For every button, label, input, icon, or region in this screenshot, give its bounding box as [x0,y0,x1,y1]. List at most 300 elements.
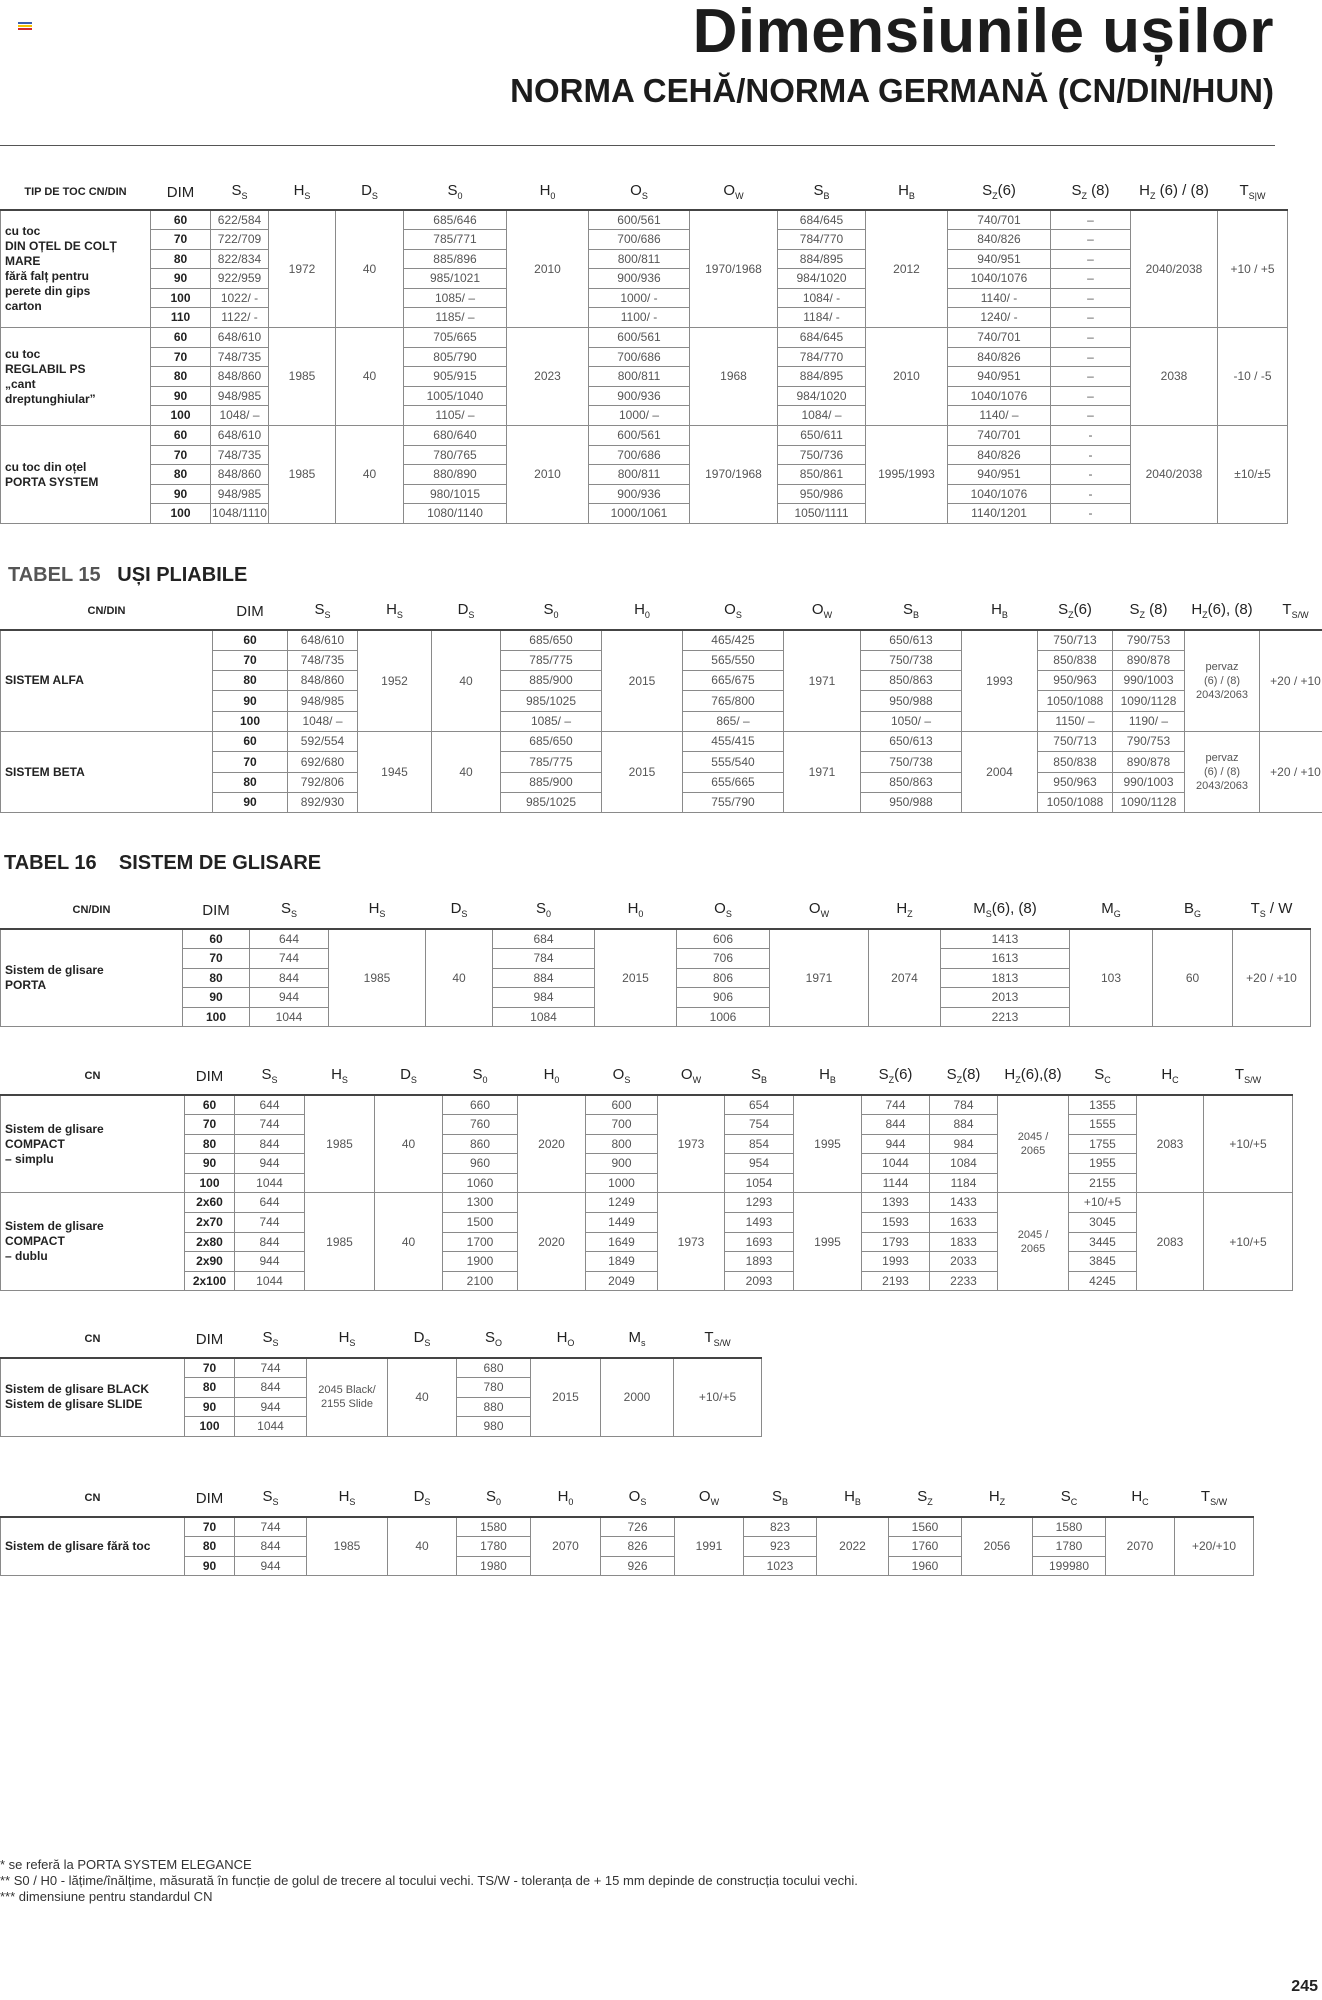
table-cell: 950/988 [861,792,962,812]
column-header: $S_B$ [902,601,920,621]
column-header: $S_Z$ [917,1488,933,1508]
table-cell: 2213 [941,1007,1070,1027]
column-header: $H_0$ [557,1488,574,1508]
table-cell: 765/800 [683,691,784,711]
table-cell: 844 [235,1232,305,1252]
table-cell: 100 [151,504,211,524]
column-header: $T_{S|W}$ [1239,182,1266,202]
table-cell: 1090/1128 [1113,691,1185,711]
table-cell: 60 [213,731,288,751]
table-cell: 644 [250,929,329,949]
table-cell: 685/646 [404,210,507,230]
table-cell: 2022 [817,1517,889,1576]
table-row [1,1358,762,1378]
table-cell: 900/936 [589,484,690,504]
column-header: $O_W$ [680,1066,702,1086]
column-header: $S_B$ [750,1066,768,1086]
table-cell: 1150/ – [1038,711,1113,731]
table-cell: 990/1003 [1113,671,1185,691]
table-cell: 103 [1070,929,1153,1027]
column-header: DIM [166,183,195,201]
table-row [1,1173,1293,1193]
column-header: $S_0$ [485,1488,502,1508]
table-cell: +20 / +10 [1233,929,1311,1027]
table-cell: 950/963 [1038,772,1113,792]
table-cell: 2015 [602,630,683,731]
table-cell: 840/826 [948,230,1051,250]
table-cell: 990/1003 [1113,772,1185,792]
table-cell: 2020 [518,1095,586,1193]
table-cell: 100 [183,1007,250,1027]
table-cell: – [1051,367,1131,387]
column-header: $H_Z(6)$, (8) [1191,601,1253,621]
table-cell: 2083 [1137,1095,1204,1193]
table-cell: 1122/ - [211,308,269,328]
table-cell: 1555 [1069,1115,1137,1135]
flag-icon [18,22,32,30]
table-cell: 984 [930,1134,998,1154]
column-header: $H_C$ [1131,1488,1149,1508]
table-cell: 648/610 [288,630,358,650]
table-cell: – [1051,249,1131,269]
table-cell: 60 [213,630,288,650]
table-cell: +10 / +5 [1218,210,1288,328]
table-cell: 922/959 [211,269,269,289]
table-cell: 944 [235,1252,305,1272]
table-cell: – [1051,386,1131,406]
table-cell: 900 [586,1154,658,1174]
table-row [1,504,1288,524]
table-cell: 850/863 [861,671,962,691]
column-header: DIM [195,1489,224,1507]
table-cell: 70 [185,1358,235,1378]
column-header: $D_S$ [413,1488,431,1508]
table-cell: 1044 [862,1154,930,1174]
table-cell: 854 [725,1134,794,1154]
table-cell: 4245 [1069,1271,1137,1291]
table-cell: 684/645 [778,328,866,348]
table-cell: 940/951 [948,249,1051,269]
table-cell: 840/826 [948,347,1051,367]
table-cell: 740/701 [948,426,1051,446]
table-cell: 800/811 [589,249,690,269]
column-header: $H_B$ [844,1488,861,1508]
table-cell: 1006 [677,1007,770,1027]
table-cell: 1084/ – [778,406,866,426]
table-cell: 70 [151,445,211,465]
table-cell: 1952 [358,630,432,731]
table-cell: 984 [493,988,595,1008]
table-cell: 906 [677,988,770,1008]
table-cell: 844 [235,1378,307,1398]
column-header: $O_W$ [808,900,830,920]
table-cell: 2015 [531,1358,601,1436]
table-cell: 1413 [941,929,1070,949]
table-cell: 705/665 [404,328,507,348]
table-cell: 923 [744,1537,817,1557]
table-cell: 1780 [457,1537,531,1557]
table-cell: 680 [457,1358,531,1378]
table-cell: 2038 [1131,328,1218,426]
table-cell: 850/861 [778,465,866,485]
table-cell: 2033 [930,1252,998,1272]
table-cell: 606 [677,929,770,949]
table-cell: 1971 [770,929,869,1027]
table-cell: +10/+5 [674,1358,762,1436]
table-cell: 90 [151,484,211,504]
table-cell: 1040/1076 [948,484,1051,504]
table-cell: 80 [183,968,250,988]
table-cell: 700/686 [589,230,690,250]
column-header: $H_B$ [819,1066,836,1086]
table-cell: 865/ – [683,711,784,731]
table-cell: 784 [930,1095,998,1115]
table-cell: 80 [213,772,288,792]
table-cell: 744 [235,1358,307,1378]
table-cell: 1293 [725,1193,794,1213]
table-cell: 1433 [930,1193,998,1213]
column-header: $M_G$ [1101,900,1121,920]
table-cell: 700 [586,1115,658,1135]
table-cell: 980/1015 [404,484,507,504]
table-cell: - [1051,484,1131,504]
table-cell: 1044 [235,1271,305,1291]
table-cell: 2070 [1106,1517,1175,1576]
column-header: $H_Z$ (6) / (8) [1139,182,1209,202]
table-row [1,630,1322,650]
table-cell: 1985 [307,1517,388,1576]
table-cell: - [1051,426,1131,446]
table-cell: 1973 [658,1193,725,1291]
table-cell: 884/895 [778,367,866,387]
table-cell: 940/951 [948,465,1051,485]
table-cell: 948/985 [211,484,269,504]
table-cell: 750/738 [861,752,962,772]
table-cell: 744 [235,1517,307,1537]
table-cell: 1970/1968 [690,426,778,524]
table-cell: 1005/1040 [404,386,507,406]
column-header: $S_B$ [813,182,830,202]
table-cell: 790/753 [1113,731,1185,751]
table-cell: 1140/ – [948,406,1051,426]
table-cell: 1693 [725,1232,794,1252]
table-cell: 60 [151,328,211,348]
column-header: $S_Z(6)$ [1058,601,1092,621]
table-cell: 40 [388,1517,457,1576]
table-cell: 60 [151,426,211,446]
table-cell: 1084 [930,1154,998,1174]
table-cell: 1022/ - [211,288,269,308]
table-cell: 826 [601,1537,675,1557]
table-cell: 880/890 [404,465,507,485]
column-header: $O_S$ [714,900,732,920]
table-cell: 80 [185,1378,235,1398]
table-cell: 1993 [962,630,1038,731]
table-cell: 90 [185,1154,235,1174]
column-header: $O_W$ [811,601,833,621]
table-cell: 199980 [1033,1556,1106,1576]
table-cell: 985/1021 [404,269,507,289]
column-header: $T_{S/W}$ [704,1329,731,1349]
table-cell: 1993 [862,1252,930,1272]
table-cell: 2x90 [185,1252,235,1272]
column-header: $H_S$ [368,900,386,920]
table-cell: 2013 [941,988,1070,1008]
table-cell: 1960 [889,1556,962,1576]
column-header: DIM [195,1330,224,1348]
table-cell: SISTEM ALFA [1,630,213,731]
table-cell: 90 [185,1556,235,1576]
table-cell: 848/860 [288,671,358,691]
column-header: $S_Z(8)$ [946,1066,981,1086]
table-cell: 950/986 [778,484,866,504]
table-cell: 40 [336,426,404,524]
column-header: $H_B$ [991,601,1008,621]
table-cell: 806 [677,968,770,988]
table-cell: – [1051,406,1131,426]
table-cell: 80 [185,1537,235,1557]
table-cell: 2045 Black/ 2155 Slide [307,1358,388,1436]
table-cell: 90 [151,269,211,289]
table-cell: 644 [235,1193,305,1213]
column-header: DIM [202,901,230,919]
table-cell: 1991 [675,1517,744,1576]
table-cell: 940/951 [948,367,1051,387]
table-cell: 754 [725,1115,794,1135]
column-header: DIM [195,1067,224,1085]
table-cell: 740/701 [948,328,1051,348]
table-cell: 1000/ – [589,406,690,426]
column-header: $T_S$ / W [1250,900,1293,920]
table-cell: 706 [677,949,770,969]
table-cell: 2074 [869,929,941,1027]
table-cell: 2070 [531,1517,601,1576]
table-cell: 1985 [305,1193,375,1291]
table-cell: 1968 [690,328,778,426]
table-cell: 748/735 [211,347,269,367]
table-cell: 1000/ - [589,288,690,308]
table-cell: +10/+5 [1204,1193,1293,1291]
table-cell: 1985 [269,328,336,426]
table-cell: 822/834 [211,249,269,269]
table-cell: 944 [250,988,329,1008]
table-cell: 926 [601,1556,675,1576]
column-header: $B_G$ [1183,900,1202,920]
table-cell: 2045 / 2065 [998,1095,1069,1193]
table-cell: - [1051,445,1131,465]
table-cell: 1633 [930,1213,998,1233]
column-header: $H_Z(6),(8)$ [1004,1066,1062,1086]
table-cell: 740/701 [948,210,1051,230]
table-cell: +10/+5 [1204,1095,1293,1193]
table-cell: 885/900 [501,772,602,792]
column-header: $H_0$ [634,601,650,621]
column-header: $S_S$ [262,1329,279,1349]
table-cell: – [1051,230,1131,250]
column-header: $D_S$ [361,182,378,202]
column-header: $S_O$ [484,1329,503,1349]
table-cell: – [1051,347,1131,367]
table-cell: 2x70 [185,1213,235,1233]
table-row [1,249,1288,269]
table-cell: 692/680 [288,752,358,772]
table-cell: 1813 [941,968,1070,988]
table-cell: 1760 [889,1537,962,1557]
table-cell: 850/863 [861,772,962,792]
table-cell: cu toc REGLABIL PS „cant dreptunghiular” [1,328,151,426]
column-header: $M_S(6)$, (8) [973,900,1037,920]
table-cell: 726 [601,1517,675,1537]
table-cell: 70 [183,949,250,969]
column-header: $O_S$ [724,601,742,621]
table-row [1,230,1288,250]
table-cell: pervaz (6) / (8) 2043/2063 [1185,630,1260,731]
table-cell: 70 [151,347,211,367]
table-cell: 90 [213,792,288,812]
title-divider [0,145,1275,146]
table-cell: 980 [457,1417,531,1437]
table-cell: 2000 [601,1358,674,1436]
column-header: $D_S$ [400,1066,417,1086]
table-cell: 1185/ – [404,308,507,328]
table-cell: 785/775 [501,752,602,772]
table-cell: 1060 [443,1173,518,1193]
table-cell: Sistem de glisare COMPACT – simplu [1,1095,185,1193]
table-cell: 1995/1993 [866,426,948,524]
table-cell: 3845 [1069,1252,1137,1272]
table-cell: 850/838 [1038,650,1113,670]
table-cell: 755/790 [683,792,784,812]
table-cell: 984/1020 [778,386,866,406]
table-cell: – [1051,210,1131,230]
table-cell: 1023 [744,1556,817,1576]
table-cell: cu toc din oțel PORTA SYSTEM [1,426,151,524]
column-header: $O_W$ [698,1488,720,1508]
table-cell: 2233 [930,1271,998,1291]
table-cell: 750/713 [1038,731,1113,751]
table-cell: 2x80 [185,1232,235,1252]
table-cell: 844 [235,1537,307,1557]
column-header: CN/DIN [72,903,111,916]
column-header: $H_0$ [539,182,556,202]
table-cell: 100 [151,288,211,308]
table-cell: 860 [443,1134,518,1154]
table-cell: - [1051,465,1131,485]
table-cell: 805/790 [404,347,507,367]
table-cell: 785/771 [404,230,507,250]
table-cell: 792/806 [288,772,358,792]
column-header: CN/DIN [87,604,126,617]
table-cell: 944 [862,1134,930,1154]
t16a-grid [0,893,1311,1027]
column-header: $S_S$ [231,182,248,202]
table-cell: 2100 [443,1271,518,1291]
table-cell: 1000 [586,1173,658,1193]
table-cell: 800/811 [589,367,690,387]
table-row [1,929,1311,949]
column-header: $H_B$ [898,182,915,202]
table-cell: 784/770 [778,347,866,367]
table-cell: 750/738 [861,650,962,670]
table-cell: - [1051,504,1131,524]
table-cell: 1300 [443,1193,518,1213]
table-cell: 844 [250,968,329,988]
table-cell: 890/878 [1113,752,1185,772]
table-cell: 1700 [443,1232,518,1252]
table-row [1,1252,1293,1272]
column-header: $S_S$ [262,1488,279,1508]
table-cell: 40 [426,929,493,1027]
table-cell: 1044 [235,1173,305,1193]
table-cell: 2010 [507,426,589,524]
table-cell: 784 [493,949,595,969]
table-cell: 1080/1140 [404,504,507,524]
table-cell: 1084/ - [778,288,866,308]
table-cell: 40 [336,328,404,426]
table-cell: 680/640 [404,426,507,446]
table-cell: 655/665 [683,772,784,792]
t15-grid [0,594,1322,813]
table-cell: 90 [183,988,250,1008]
table-cell: 2004 [962,731,1038,812]
table-cell: 960 [443,1154,518,1174]
table-cell: 2040/2038 [1131,426,1218,524]
table-cell: 3445 [1069,1232,1137,1252]
table-cell: 1833 [930,1232,998,1252]
table-cell: 100 [185,1173,235,1193]
table-row [1,386,1288,406]
t1-grid [0,176,1288,524]
table-row [1,1154,1293,1174]
table-cell: 750/736 [778,445,866,465]
table-cell: 884/895 [778,249,866,269]
table-cell: 455/415 [683,731,784,751]
column-header: $H_0$ [543,1066,560,1086]
table-row [1,1517,1254,1537]
table-cell: 1393 [862,1193,930,1213]
table-cell: 600/561 [589,210,690,230]
table-cell: 3045 [1069,1213,1137,1233]
column-header: $O_S$ [612,1066,631,1086]
table-cell: cu toc DIN OȚEL DE COLȚ MARE fără falț pentru perete din gips carton [1,210,151,328]
table-cell: 644 [235,1095,305,1115]
table-row [1,406,1288,426]
table-cell: 1240/ - [948,308,1051,328]
table-cell: 660 [443,1095,518,1115]
column-header: $T_{S/W}$ [1234,1066,1262,1086]
table-cell: 1090/1128 [1113,792,1185,812]
table-cell: 944 [235,1397,307,1417]
table-cell: 1972 [269,210,336,328]
table-cell: +20 / +10 [1260,630,1322,731]
column-header: $H_C$ [1161,1066,1179,1086]
table-cell: 2040/2038 [1131,210,1218,328]
table-row [1,1556,1254,1576]
table-cell: 685/650 [501,731,602,751]
table-cell: 844 [235,1134,305,1154]
table-cell: 848/860 [211,465,269,485]
table-cell: – [1051,328,1131,348]
table-cell: 1050/ – [861,711,962,731]
table-cell: 665/675 [683,671,784,691]
table-cell: 600/561 [589,328,690,348]
table-cell: 700/686 [589,445,690,465]
column-header: $D_S$ [457,601,475,621]
table-cell: 40 [388,1358,457,1436]
table-cell: 2x100 [185,1271,235,1291]
table-cell: 1100/ - [589,308,690,328]
table-cell: 944 [235,1556,307,1576]
